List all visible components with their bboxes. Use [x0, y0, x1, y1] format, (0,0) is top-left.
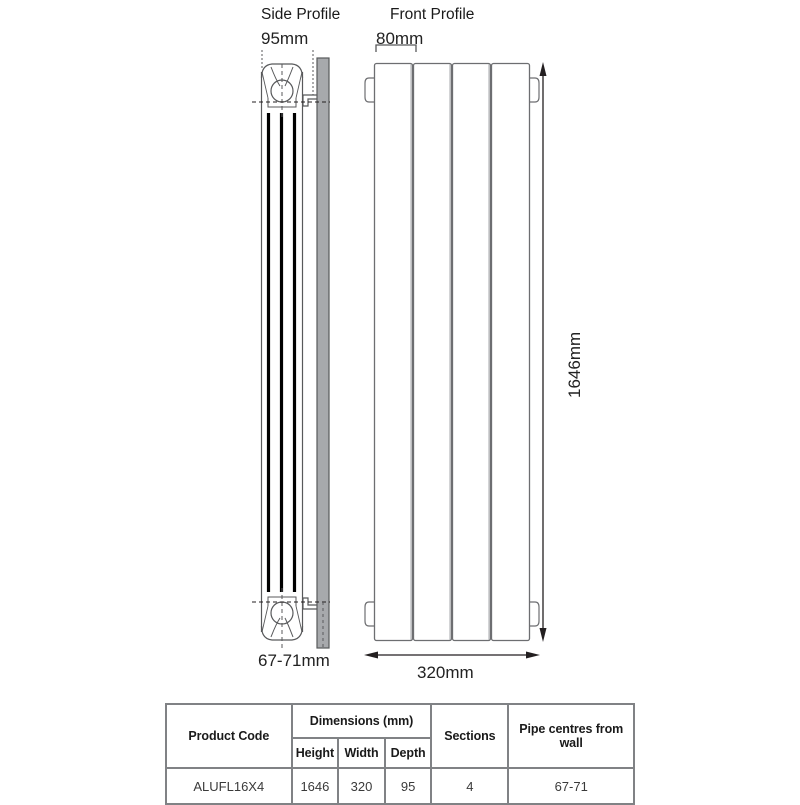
front-profile-title: Front Profile — [390, 6, 475, 23]
specification-table — [165, 703, 635, 805]
cell-pipe-centres: 67-71 — [508, 768, 634, 804]
front-section-4 — [492, 64, 530, 641]
height-dimension-arrow-bottom — [540, 628, 547, 642]
side-bottom-face-right — [296, 606, 302, 632]
front-bottom-left-tab — [365, 602, 375, 626]
side-top-face-left — [262, 72, 268, 98]
side-top-funnel-left — [271, 67, 280, 86]
pipe-centres-dimension-label: 67-71mm — [258, 651, 330, 670]
section-width-dimension-label: 80mm — [376, 29, 424, 48]
front-section-1 — [375, 64, 413, 641]
specification-table-wrapper — [165, 703, 635, 805]
table-row — [166, 768, 634, 804]
header-height: Height — [292, 738, 339, 768]
front-section-3 — [453, 64, 491, 641]
cell-sections: 4 — [431, 768, 508, 804]
front-bottom-right-tab — [530, 602, 540, 626]
front-profile-drawing — [364, 45, 547, 659]
width-dimension-arrow-right — [526, 652, 540, 659]
cell-depth: 95 — [385, 768, 432, 804]
side-bottom-face-left — [262, 606, 268, 632]
header-pipe-centres: Pipe centres from wall — [508, 704, 634, 768]
side-depth-dimension-label: 95mm — [261, 29, 309, 48]
header-product-code: Product Code — [166, 704, 292, 768]
bottom-wall-bracket-icon — [303, 598, 317, 609]
overall-width-dimension-label: 320mm — [417, 663, 474, 682]
header-depth: Depth — [385, 738, 432, 768]
side-bottom-funnel-left — [271, 618, 280, 637]
section-width-bracket — [376, 45, 416, 52]
front-top-left-tab — [365, 78, 375, 102]
top-wall-bracket-icon — [303, 95, 317, 106]
height-dimension-arrow-top — [540, 62, 547, 76]
side-profile-title: Side Profile — [261, 6, 341, 23]
table-head — [166, 704, 634, 768]
side-profile-drawing — [252, 50, 330, 648]
cell-height: 1646 — [292, 768, 339, 804]
header-sections: Sections — [431, 704, 508, 768]
header-width: Width — [338, 738, 385, 768]
table-header-row-1 — [166, 704, 634, 738]
overall-height-dimension-label: 1646mm — [565, 331, 584, 398]
width-dimension-arrow-left — [364, 652, 378, 659]
cell-width: 320 — [338, 768, 385, 804]
wall-plate — [317, 58, 329, 648]
cell-product-code: ALUFL16X4 — [166, 768, 292, 804]
front-top-right-tab — [530, 78, 540, 102]
side-top-face-right — [296, 72, 302, 98]
table-body — [166, 768, 634, 804]
side-top-port-circle — [271, 80, 293, 102]
header-dimensions-group: Dimensions (mm) — [292, 704, 432, 738]
front-section-2 — [414, 64, 452, 641]
